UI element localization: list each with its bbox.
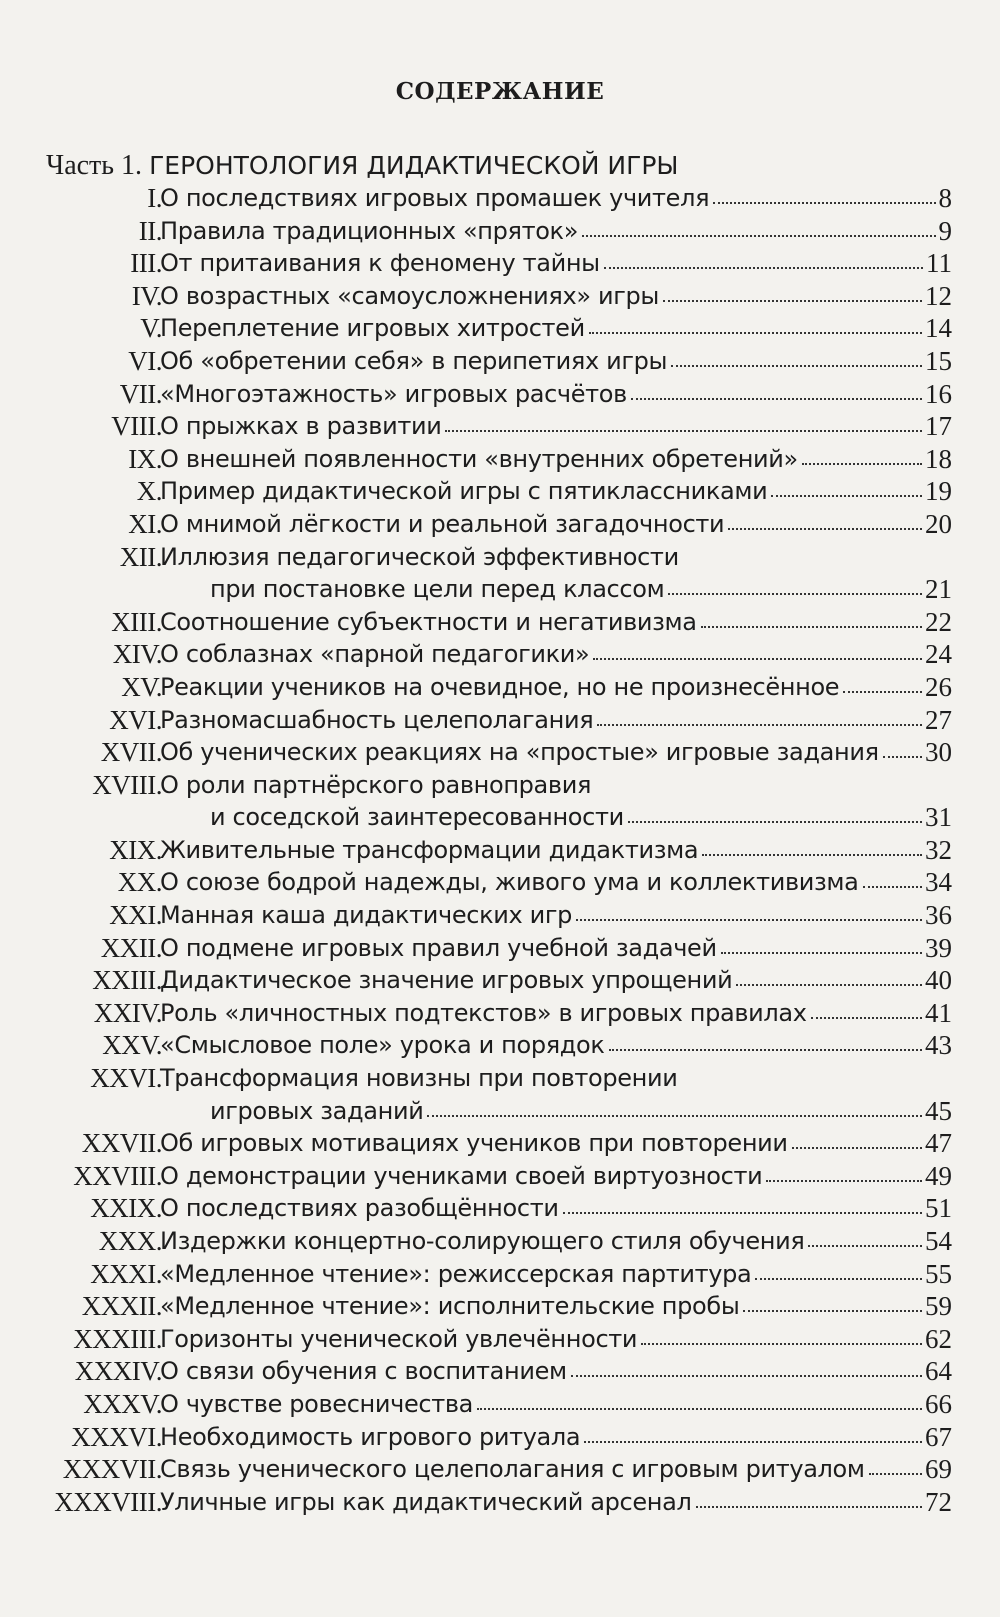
page-number: 27 bbox=[925, 704, 952, 735]
chapter-title: Горизонты ученической увлечённости bbox=[160, 1324, 638, 1353]
chapter-number: XVIII. bbox=[92, 769, 162, 800]
toc-line bbox=[160, 638, 952, 671]
toc-entry bbox=[0, 1192, 1000, 1225]
dot-leader bbox=[597, 704, 922, 726]
toc-line bbox=[160, 410, 952, 443]
toc-entry bbox=[0, 1388, 1000, 1421]
dot-leader bbox=[668, 573, 922, 595]
chapter-number: V. bbox=[140, 313, 162, 344]
page-number: 32 bbox=[925, 834, 952, 865]
toc-entry bbox=[0, 410, 1000, 443]
toc-entry-continuation bbox=[0, 1095, 1000, 1128]
chapter-number: VII. bbox=[119, 378, 162, 409]
toc-line bbox=[160, 997, 952, 1030]
chapter-number: II. bbox=[138, 215, 162, 246]
toc-entry bbox=[0, 606, 1000, 639]
dot-leader bbox=[771, 475, 922, 497]
toc-line bbox=[210, 573, 952, 606]
dot-leader bbox=[631, 378, 922, 400]
chapter-title: Издержки концертно-солирующего стиля обучения bbox=[160, 1227, 805, 1255]
toc-entry bbox=[0, 541, 1000, 574]
toc-entry bbox=[0, 899, 1000, 932]
chapter-title: О соблазнах «парной педагогики» bbox=[160, 640, 590, 669]
dot-leader bbox=[589, 312, 922, 334]
dot-leader bbox=[604, 247, 923, 269]
dot-leader bbox=[755, 1258, 922, 1280]
dot-leader bbox=[701, 606, 922, 628]
chapter-number: XXI. bbox=[109, 900, 162, 931]
chapter-number: XV. bbox=[121, 671, 162, 702]
chapter-number: XXXV. bbox=[83, 1388, 162, 1419]
dot-leader bbox=[728, 508, 922, 530]
toc-line bbox=[160, 1355, 952, 1388]
toc-entry bbox=[0, 1160, 1000, 1193]
chapter-number: XVII. bbox=[100, 737, 162, 768]
dot-leader bbox=[811, 997, 922, 1019]
toc-line bbox=[160, 1323, 952, 1356]
page-number: 17 bbox=[925, 411, 952, 442]
chapter-title: О мнимой лёгкости и реальной загадочности bbox=[160, 509, 725, 538]
chapter-title: «Медленное чтение»: режиссерская партитура bbox=[160, 1259, 752, 1288]
toc-line bbox=[160, 215, 952, 248]
page-number: 47 bbox=[925, 1128, 952, 1159]
chapter-number: XI. bbox=[128, 508, 162, 539]
page-number: 67 bbox=[925, 1421, 952, 1452]
chapter-title: Необходимость игрового ритуала bbox=[160, 1422, 581, 1451]
page-number: 62 bbox=[925, 1323, 952, 1354]
chapter-title: «Многоэтажность» игровых расчётов bbox=[160, 379, 627, 408]
toc-line bbox=[210, 1095, 952, 1128]
toc-line bbox=[160, 932, 952, 965]
toc-entry-continuation bbox=[0, 801, 1000, 834]
chapter-title: Об ученических реакциях на «простые» игровые задания bbox=[160, 738, 879, 767]
dot-leader bbox=[671, 345, 922, 367]
page-number: 24 bbox=[925, 639, 952, 670]
chapter-title: Трансформация новизны при повторении bbox=[160, 1064, 678, 1093]
chapter-title: О последствиях разобщённости bbox=[160, 1194, 559, 1223]
dot-leader bbox=[721, 932, 922, 954]
toc-line bbox=[160, 1127, 952, 1160]
chapter-title: О подмене игровых правил учебной задачей bbox=[160, 933, 717, 962]
page-number: 20 bbox=[925, 508, 952, 539]
toc-entry bbox=[0, 638, 1000, 671]
dot-leader bbox=[843, 671, 922, 693]
chapter-title: Связь ученического целеполагания с игровым ритуалом bbox=[160, 1455, 865, 1484]
toc-entry bbox=[0, 508, 1000, 541]
toc-line bbox=[160, 345, 952, 378]
dot-leader bbox=[869, 1453, 922, 1475]
dot-leader bbox=[563, 1192, 922, 1214]
chapter-title: Правила традиционных «пряток» bbox=[160, 216, 579, 245]
page-number: 39 bbox=[925, 932, 952, 963]
toc-entry bbox=[0, 475, 1000, 508]
toc-entry bbox=[0, 1355, 1000, 1388]
toc-line bbox=[160, 769, 952, 802]
chapter-number: XXV. bbox=[102, 1030, 162, 1061]
dot-leader bbox=[445, 410, 922, 432]
dot-leader bbox=[582, 215, 935, 237]
page-number: 21 bbox=[925, 574, 952, 605]
table-of-contents bbox=[0, 182, 1000, 1518]
page-number: 9 bbox=[938, 215, 952, 246]
toc-line bbox=[160, 1453, 952, 1486]
toc-line bbox=[160, 508, 952, 541]
page-number: 54 bbox=[925, 1226, 952, 1256]
chapter-title: Роль «личностных подтекстов» в игровых правилах bbox=[160, 998, 807, 1027]
toc-line bbox=[210, 801, 952, 834]
page-number: 59 bbox=[925, 1291, 952, 1322]
part-label: Часть 1. bbox=[46, 150, 143, 181]
toc-entry bbox=[0, 378, 1000, 411]
chapter-title: игровых заданий bbox=[210, 1096, 424, 1125]
chapter-title: Об игровых мотивациях учеников при повторении bbox=[160, 1129, 788, 1158]
chapter-number: XXVIII. bbox=[73, 1160, 162, 1191]
chapter-number: XXXVII. bbox=[62, 1454, 162, 1485]
dot-leader bbox=[863, 866, 922, 888]
dot-leader bbox=[427, 1095, 922, 1117]
page-number: 72 bbox=[925, 1486, 952, 1517]
toc-entry bbox=[0, 736, 1000, 769]
toc-entry bbox=[0, 866, 1000, 899]
page-number: 64 bbox=[925, 1356, 952, 1387]
dot-leader bbox=[663, 280, 922, 302]
chapter-number: XXXVIII. bbox=[54, 1486, 162, 1517]
chapter-number: XXIV. bbox=[93, 997, 162, 1028]
dot-leader bbox=[584, 1421, 922, 1443]
toc-entry bbox=[0, 1486, 1000, 1519]
chapter-title: Уличные игры как дидактический арсенал bbox=[160, 1487, 692, 1516]
page-number: 30 bbox=[925, 737, 952, 768]
chapter-title: Переплетение игровых хитростей bbox=[160, 314, 585, 343]
toc-line bbox=[160, 247, 952, 280]
dot-leader bbox=[628, 801, 922, 823]
toc-line bbox=[160, 866, 952, 899]
chapter-title: О роли партнёрского равноправия bbox=[160, 770, 592, 799]
chapter-number: VIII. bbox=[111, 411, 162, 442]
chapter-number: XXXIII. bbox=[73, 1323, 162, 1354]
page-number: 26 bbox=[925, 671, 952, 702]
toc-entry bbox=[0, 1258, 1000, 1291]
dot-leader bbox=[766, 1160, 922, 1182]
toc-entry bbox=[0, 932, 1000, 965]
chapter-number: XXIII. bbox=[92, 965, 162, 996]
toc-line bbox=[160, 443, 952, 476]
page-number: 19 bbox=[925, 476, 952, 507]
toc-line bbox=[160, 1421, 952, 1454]
dot-leader bbox=[808, 1225, 922, 1247]
toc-entry bbox=[0, 247, 1000, 280]
chapter-title: О внешней появленности «внутренних обретений» bbox=[160, 444, 798, 473]
toc-entry bbox=[0, 345, 1000, 378]
page-number: 45 bbox=[925, 1095, 952, 1126]
dot-leader bbox=[477, 1388, 922, 1410]
page-number: 69 bbox=[925, 1454, 952, 1485]
page-number: 11 bbox=[926, 248, 952, 279]
toc-line bbox=[160, 280, 952, 313]
page-number: 55 bbox=[925, 1258, 952, 1289]
toc-line bbox=[160, 475, 952, 508]
page-number: 43 bbox=[925, 1030, 952, 1061]
page-number: 14 bbox=[925, 313, 952, 344]
page-number: 8 bbox=[938, 183, 952, 213]
toc-line bbox=[160, 736, 952, 769]
dot-leader bbox=[571, 1355, 922, 1377]
chapter-number: VI. bbox=[128, 345, 162, 376]
chapter-number: XIX. bbox=[109, 834, 162, 865]
chapter-title: и соседской заинтересованности bbox=[210, 803, 624, 832]
page-number: 15 bbox=[925, 345, 952, 376]
chapter-title: «Смысловое поле» урока и порядок bbox=[160, 1031, 605, 1060]
chapter-number: XXVII. bbox=[81, 1128, 162, 1159]
chapter-number: IV. bbox=[131, 280, 162, 311]
chapter-number: XII. bbox=[119, 541, 162, 572]
toc-line bbox=[160, 1486, 952, 1519]
page-title: СОДЕРЖАНИЕ bbox=[395, 78, 605, 105]
chapter-number: XIV. bbox=[112, 639, 162, 670]
toc-entry bbox=[0, 182, 1000, 215]
chapter-title: Пример дидактической игры с пятиклассниками bbox=[160, 477, 768, 506]
toc-entry bbox=[0, 443, 1000, 476]
toc-entry bbox=[0, 1127, 1000, 1160]
page-number: 66 bbox=[925, 1388, 952, 1419]
toc-line bbox=[160, 1225, 952, 1258]
chapter-number: III. bbox=[130, 248, 162, 279]
toc-line bbox=[160, 182, 952, 215]
page-number: 22 bbox=[925, 606, 952, 637]
toc-line bbox=[160, 606, 952, 639]
chapter-title: От притаивания к феномену тайны bbox=[160, 249, 600, 278]
toc-entry bbox=[0, 1290, 1000, 1323]
page-number: 51 bbox=[925, 1193, 952, 1224]
toc-entry bbox=[0, 1225, 1000, 1258]
part-heading bbox=[46, 150, 678, 182]
dot-leader bbox=[702, 834, 922, 856]
chapter-title: Реакции учеников на очевидное, но не произнесённое bbox=[160, 672, 840, 701]
chapter-number: XXXII. bbox=[81, 1291, 162, 1322]
dot-leader bbox=[883, 736, 922, 758]
page-number: 34 bbox=[925, 867, 952, 898]
toc-entry bbox=[0, 1421, 1000, 1454]
toc-line bbox=[160, 1192, 952, 1225]
toc-entry-continuation bbox=[0, 573, 1000, 606]
page-number: 16 bbox=[925, 378, 952, 409]
page-number: 36 bbox=[925, 900, 952, 931]
chapter-title: О последствиях игровых промашек учителя bbox=[160, 184, 710, 212]
toc-entry bbox=[0, 280, 1000, 313]
chapter-title: Иллюзия педагогической эффективности bbox=[160, 542, 679, 571]
page-number: 18 bbox=[925, 443, 952, 474]
toc-entry bbox=[0, 671, 1000, 704]
chapter-title: О союзе бодрой надежды, живого ума и коллективизма bbox=[160, 868, 859, 897]
chapter-number: XX. bbox=[117, 867, 162, 898]
page-number: 40 bbox=[925, 965, 952, 996]
toc-line bbox=[160, 1388, 952, 1421]
dot-leader bbox=[792, 1127, 922, 1149]
chapter-title: О демонстрации учениками своей виртуозности bbox=[160, 1161, 763, 1190]
page-number: 31 bbox=[925, 802, 952, 833]
toc-line bbox=[160, 834, 952, 867]
toc-entry bbox=[0, 1029, 1000, 1062]
dot-leader bbox=[736, 964, 922, 986]
part-title: ГЕРОНТОЛОГИЯ ДИДАКТИЧЕСКОЙ ИГРЫ bbox=[149, 151, 679, 180]
chapter-number: XXX. bbox=[98, 1226, 162, 1256]
toc-line bbox=[160, 1029, 952, 1062]
chapter-number: XXII. bbox=[100, 932, 162, 963]
page-number: 12 bbox=[925, 280, 952, 311]
toc-line bbox=[160, 704, 952, 737]
toc-line bbox=[160, 1160, 952, 1193]
chapter-number: XVI. bbox=[109, 704, 162, 735]
dot-leader bbox=[713, 182, 935, 204]
page-number: 41 bbox=[925, 997, 952, 1028]
chapter-title: О прыжках в развитии bbox=[160, 412, 442, 441]
dot-leader bbox=[802, 443, 922, 465]
toc-entry bbox=[0, 215, 1000, 248]
toc-entry bbox=[0, 834, 1000, 867]
toc-line bbox=[160, 964, 952, 997]
dot-leader bbox=[743, 1290, 922, 1312]
chapter-number: XXVI. bbox=[90, 1063, 162, 1094]
dot-leader bbox=[576, 899, 922, 921]
chapter-number: X. bbox=[136, 476, 162, 507]
toc-entry bbox=[0, 704, 1000, 737]
chapter-number: IX. bbox=[128, 443, 162, 474]
toc-entry bbox=[0, 1453, 1000, 1486]
chapter-number: I. bbox=[147, 183, 162, 213]
toc-line bbox=[160, 899, 952, 932]
chapter-number: XXXVI. bbox=[71, 1421, 162, 1452]
toc-entry bbox=[0, 997, 1000, 1030]
dot-leader bbox=[593, 638, 922, 660]
chapter-title: Манная каша дидактических игр bbox=[160, 901, 572, 930]
toc-entry bbox=[0, 312, 1000, 345]
toc-line bbox=[160, 312, 952, 345]
chapter-title: О возрастных «самоусложнениях» игры bbox=[160, 281, 659, 310]
chapter-number: XXIX. bbox=[90, 1193, 162, 1224]
chapter-title: О чувстве ровесничества bbox=[160, 1389, 473, 1418]
chapter-title: Живительные трансформации дидактизма bbox=[160, 835, 699, 864]
toc-line bbox=[160, 1290, 952, 1323]
toc-entry bbox=[0, 1062, 1000, 1095]
chapter-title: Разномасшабность целеполагания bbox=[160, 705, 594, 734]
toc-entry bbox=[0, 769, 1000, 802]
chapter-title: «Медленное чтение»: исполнительские пробы bbox=[160, 1292, 740, 1321]
toc-line bbox=[160, 1258, 952, 1291]
toc-line bbox=[160, 378, 952, 411]
page-number: 49 bbox=[925, 1160, 952, 1191]
toc-line bbox=[160, 671, 952, 704]
toc-line bbox=[160, 541, 952, 574]
chapter-number: XXXI. bbox=[90, 1258, 162, 1289]
chapter-number: XIII. bbox=[111, 606, 162, 637]
toc-line bbox=[160, 1062, 952, 1095]
toc-entry bbox=[0, 1323, 1000, 1356]
chapter-number: XXXIV. bbox=[74, 1356, 162, 1387]
toc-entry bbox=[0, 964, 1000, 997]
chapter-title: при постановке цели перед классом bbox=[210, 575, 665, 604]
dot-leader bbox=[696, 1486, 923, 1508]
dot-leader bbox=[609, 1029, 922, 1051]
chapter-title: Соотношение субъектности и негативизма bbox=[160, 607, 697, 636]
dot-leader bbox=[641, 1323, 922, 1345]
chapter-title: Дидактическое значение игровых упрощений bbox=[160, 966, 733, 995]
chapter-title: Об «обретении себя» в перипетиях игры bbox=[160, 346, 668, 375]
chapter-title: О связи обучения с воспитанием bbox=[160, 1357, 567, 1386]
